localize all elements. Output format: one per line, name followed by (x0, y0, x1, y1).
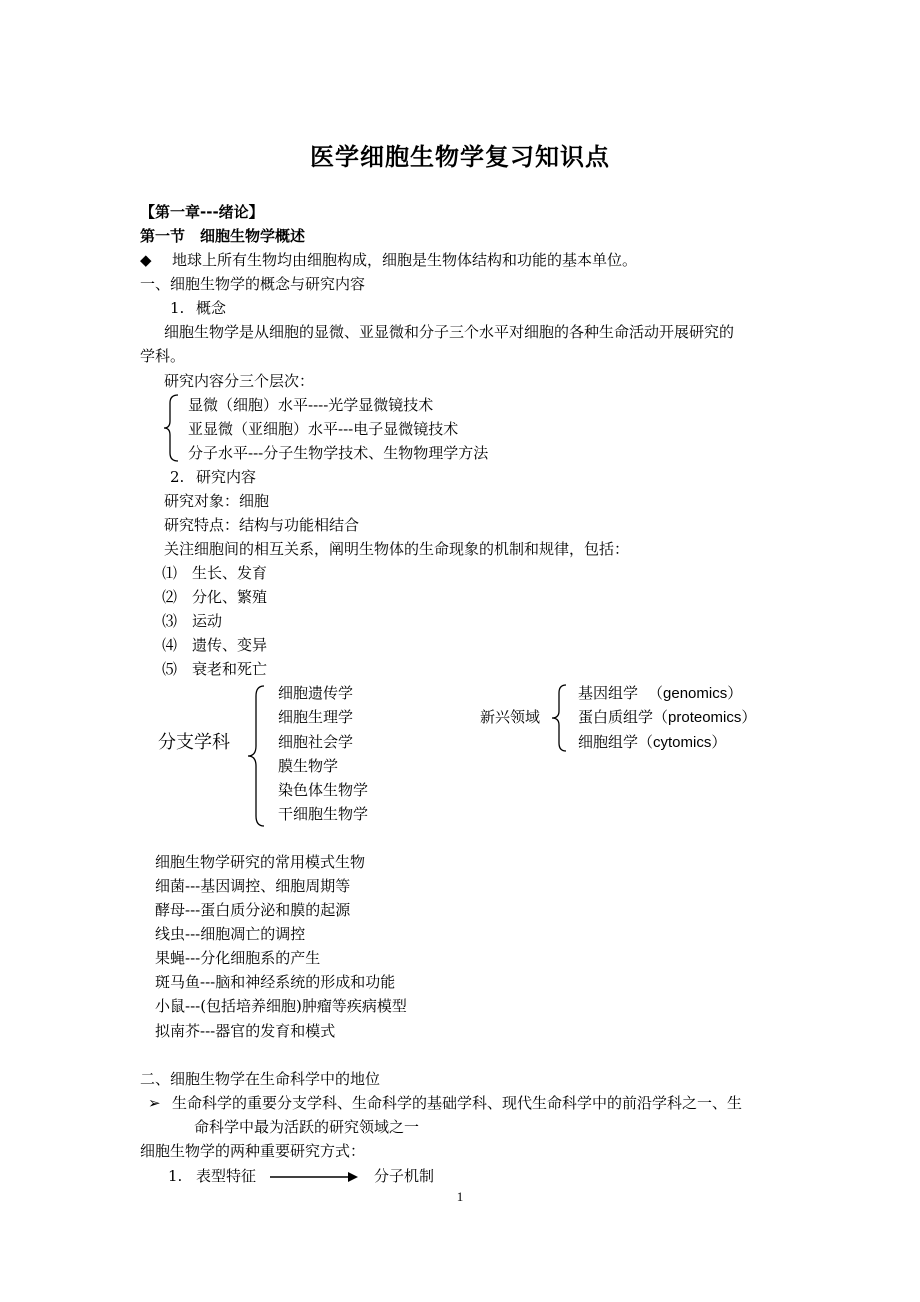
methods-number: 1. (168, 1167, 183, 1185)
emerging-item-cn: 蛋白质组学 (578, 708, 654, 726)
model-item: 酵母---蛋白质分泌和膜的起源 (155, 901, 351, 919)
branch-item: 细胞社会学 (278, 733, 354, 751)
emerging-item-cn: 细胞组学 (578, 733, 639, 751)
status-line2: 命科学中最为活跃的研究领域之一 (194, 1118, 420, 1136)
list-item: 遗传、变异 (192, 636, 268, 654)
status-line1: 生命科学的重要分支学科、生命科学的基础学科、现代生命科学中的前沿学科之一、生 (172, 1094, 743, 1112)
model-item: 拟南芥---器官的发育和模式 (155, 1022, 336, 1040)
model-item: 斑马鱼---脑和神经系统的形成和功能 (155, 973, 396, 991)
list-mark: ⑷ (162, 636, 178, 654)
branch-item: 膜生物学 (278, 757, 339, 775)
levels-intro: 研究内容分三个层次： (164, 372, 315, 390)
part1-heading: 一、细胞生物学的概念与研究内容 (140, 275, 366, 293)
model-item: 细菌---基因调控、细胞周期等 (155, 877, 351, 895)
models-heading: 细胞生物学研究的常用模式生物 (155, 853, 366, 871)
emerging-label: 新兴领域 (480, 708, 541, 726)
emerging-item-cn: 基因组学 (578, 684, 639, 702)
level-item: 亚显微（亚细胞）水平---电子显微镜技术 (188, 420, 459, 438)
branch-item: 干细胞生物学 (278, 805, 369, 823)
content-number: 2. (170, 468, 185, 486)
concept-label: 概念 (196, 299, 227, 317)
research-object: 研究对象：细胞 (164, 492, 270, 510)
research-focus: 关注细胞间的相互关系，阐明生物体的生命现象的机制和规律，包括： (164, 540, 630, 558)
emerging-item-en: （proteomics） (653, 709, 757, 726)
model-item: 线虫---细胞凋亡的调控 (155, 925, 306, 943)
content-label: 研究内容 (196, 468, 257, 486)
concept-paragraph-line2: 学科。 (140, 347, 186, 365)
list-mark: ⑴ (162, 564, 178, 582)
methods-intro: 细胞生物学的两种重要研究方式： (140, 1142, 366, 1160)
list-mark: ⑸ (162, 660, 178, 678)
concept-number: 1. (170, 299, 185, 317)
branch-item: 细胞生理学 (278, 708, 354, 726)
methods-to: 分子机制 (374, 1167, 435, 1185)
list-mark: ⑵ (162, 588, 178, 606)
part2-heading: 二、细胞生物学在生命科学中的地位 (140, 1070, 381, 1088)
branch-item: 染色体生物学 (278, 781, 369, 799)
list-item: 生长、发育 (192, 564, 268, 582)
list-item: 分化、繁殖 (192, 588, 268, 606)
emerging-item-en: （genomics） (648, 685, 743, 702)
bullet-text: 地球上所有生物均由细胞构成，细胞是生物体结构和功能的基本单位。 (172, 251, 638, 269)
bullet-diamond-icon: ◆ (140, 251, 152, 269)
chapter-heading: 【第一章---绪论】 (140, 203, 264, 221)
branches-brace-icon (242, 684, 270, 828)
list-item: 运动 (192, 612, 223, 630)
emerging-item (578, 735, 726, 750)
list-item: 衰老和死亡 (192, 660, 268, 678)
list-mark: ⑶ (162, 612, 178, 630)
branches-label: 分支学科 (158, 732, 230, 753)
section-heading: 第一节 细胞生物学概述 (140, 227, 306, 245)
research-feature: 研究特点：结构与功能相结合 (164, 516, 360, 534)
level-item: 分子水平---分子生物学技术、生物物理学方法 (188, 444, 489, 462)
levels-brace-icon (160, 393, 186, 463)
page-title: 医学细胞生物学复习知识点 (310, 143, 610, 171)
right-arrow-icon (270, 1170, 358, 1184)
arrow-bullet-icon: ➢ (148, 1094, 161, 1112)
branch-item: 细胞遗传学 (278, 684, 354, 702)
emerging-item (578, 686, 742, 701)
emerging-item (578, 710, 756, 725)
model-item: 果蝇---分化细胞系的产生 (155, 949, 321, 967)
level-item: 显微（细胞）水平----光学显微镜技术 (188, 396, 434, 414)
methods-from: 表型特征 (196, 1167, 257, 1185)
emerging-item-en: （cytomics） (638, 734, 727, 751)
emerging-brace-icon (548, 683, 572, 753)
model-item: 小鼠---(包括培养细胞)肿瘤等疾病模型 (155, 997, 407, 1015)
concept-paragraph-line1: 细胞生物学是从细胞的显微、亚显微和分子三个水平对细胞的各种生命活动开展研究的 (164, 323, 735, 341)
page-number: 1 (456, 1189, 464, 1204)
